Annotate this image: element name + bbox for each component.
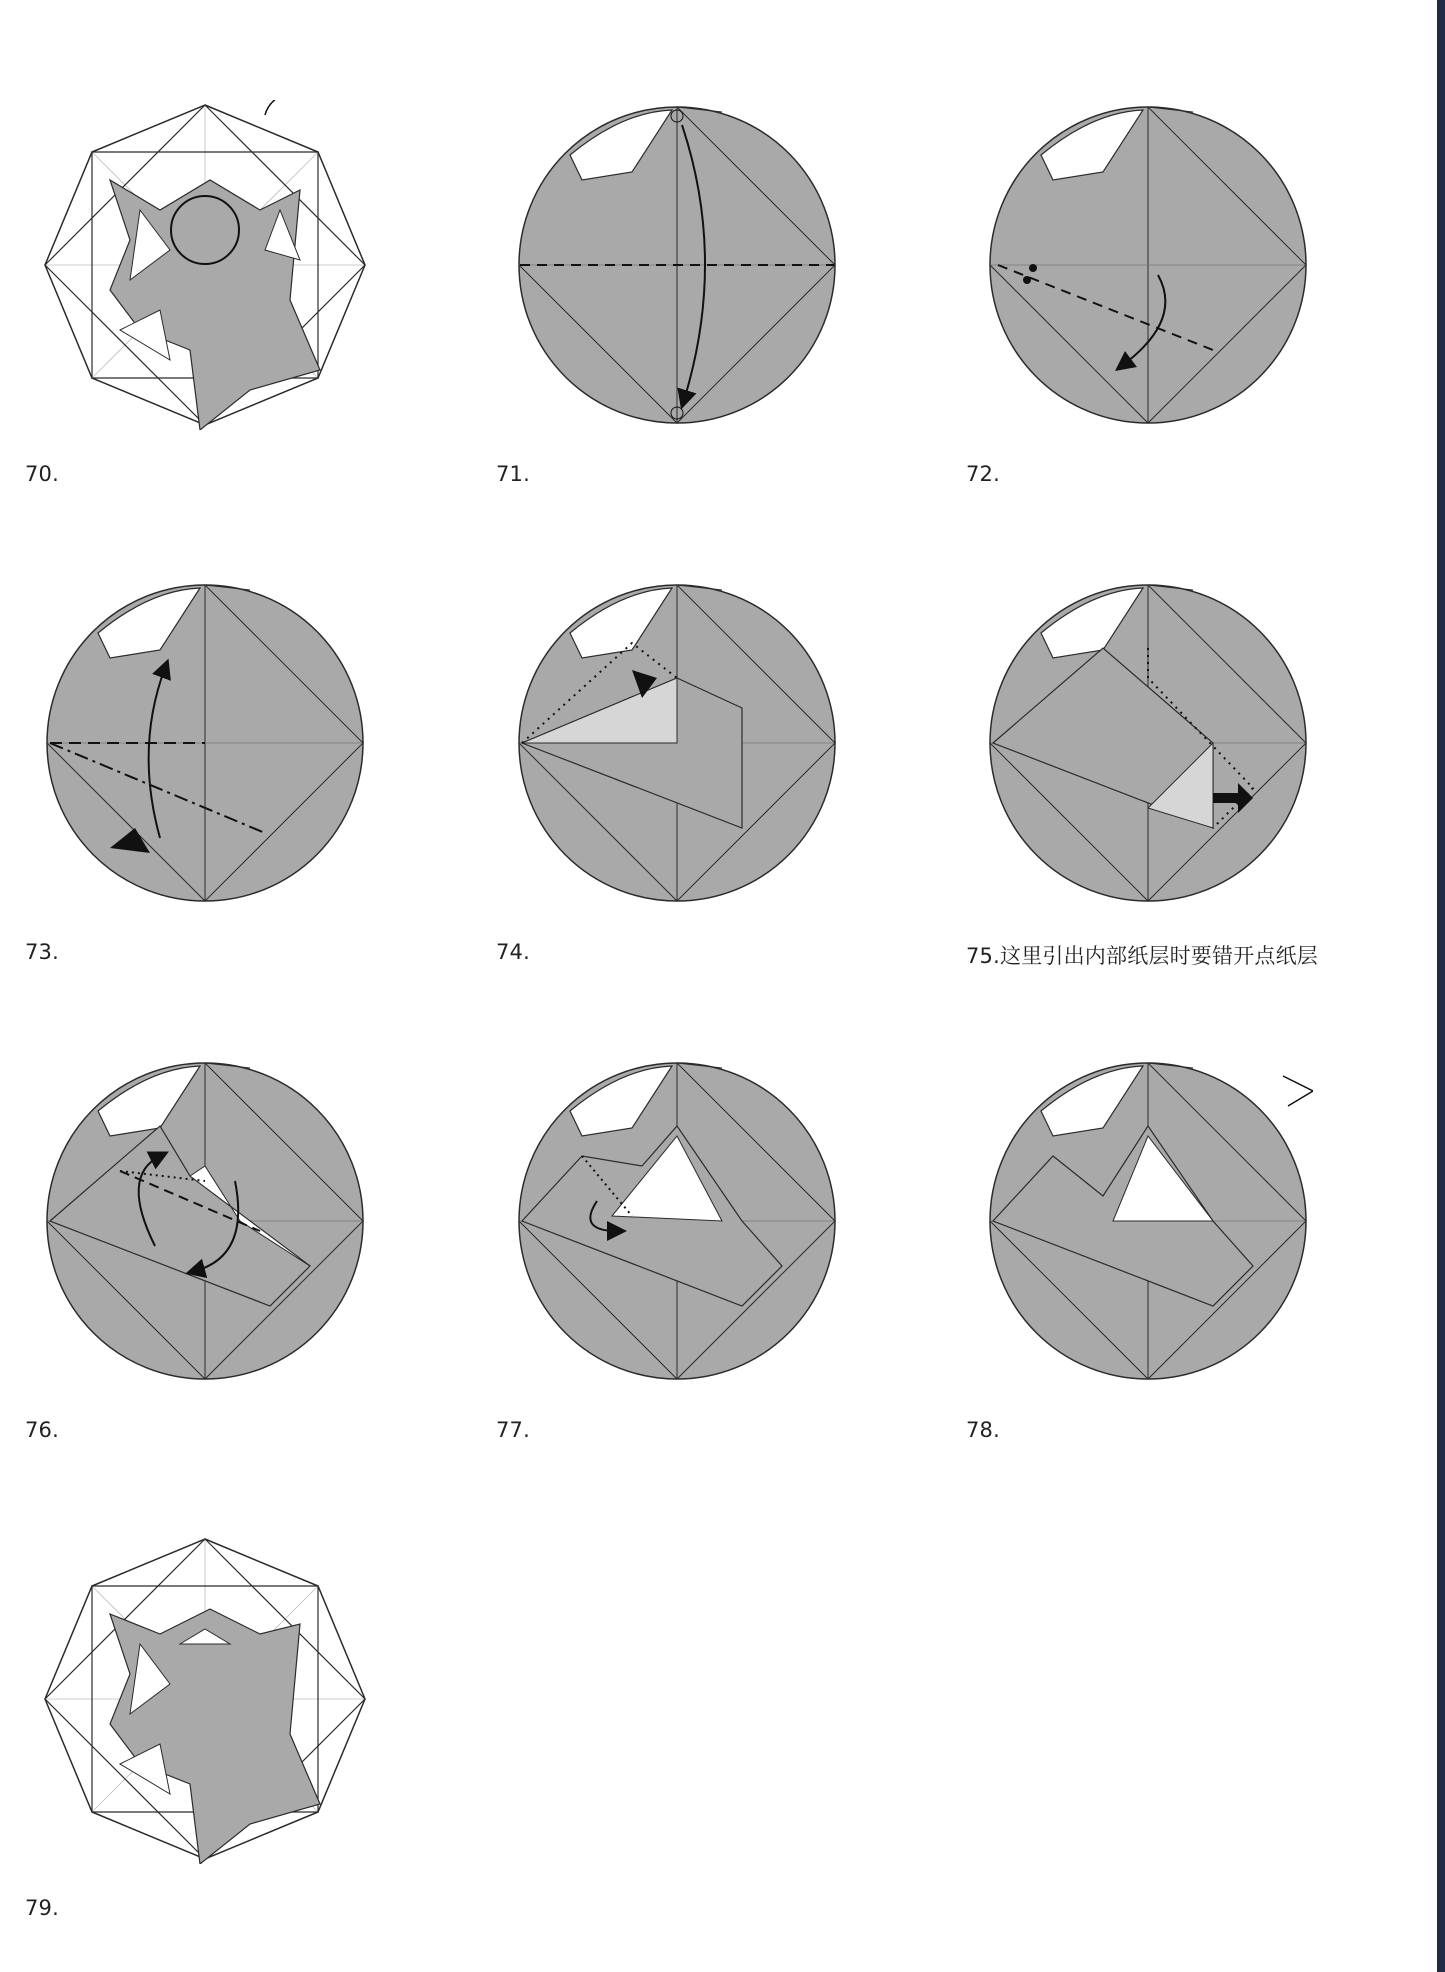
- step-70-diagram: [40, 100, 370, 430]
- step-77-label: 77.: [496, 1418, 530, 1442]
- step-79-diagram: [40, 1534, 370, 1864]
- step-73-diagram: [40, 578, 370, 908]
- step-75-diagram: [983, 578, 1313, 908]
- step-70-label: 70.: [25, 462, 59, 486]
- step-72-diagram: [983, 100, 1313, 430]
- scrollbar[interactable]: [1437, 0, 1445, 1972]
- step-78-label: 78.: [966, 1418, 1000, 1442]
- step-75-label: [966, 940, 1318, 970]
- step-77-diagram: [512, 1056, 842, 1386]
- step-76-label: 76.: [25, 1418, 59, 1442]
- step-71-diagram: [512, 100, 842, 430]
- step-72-label: 72.: [966, 462, 1000, 486]
- step-75-number: 75.: [966, 944, 1000, 968]
- step-79-label: 79.: [25, 1896, 59, 1920]
- step-73-label: 73.: [25, 940, 59, 964]
- step-74-diagram: [512, 578, 842, 908]
- step-71-label: 71.: [496, 462, 530, 486]
- step-76-diagram: [40, 1056, 370, 1386]
- step-78-diagram: [983, 1056, 1313, 1386]
- step-74-label: 74.: [496, 940, 530, 964]
- step-75-note: 这里引出内部纸层时要错开点纸层: [1000, 944, 1318, 968]
